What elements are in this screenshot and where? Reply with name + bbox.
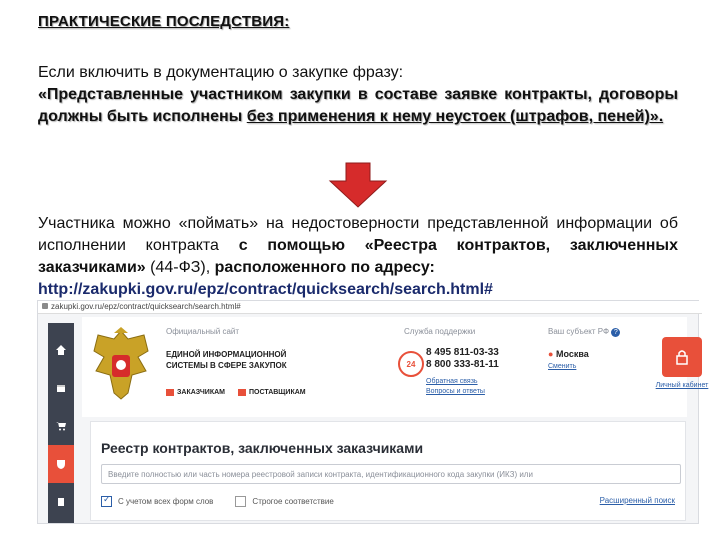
calendar-icon [56, 383, 66, 393]
coat-of-arms-icon [88, 327, 154, 401]
feedback-link[interactable]: Обратная связь [426, 378, 478, 385]
all-word-forms-checkbox[interactable] [101, 496, 112, 507]
sidebar-item-calendar[interactable] [48, 369, 74, 407]
paragraph-2-part1: Участника можно «поймать» на недостоверности представленной информации об исполнении контракта [38, 215, 678, 254]
paragraph-1-intro: Если включить в документацию о закупке фразу: [38, 64, 404, 81]
advanced-search-link[interactable]: Расширенный поиск [599, 496, 675, 505]
region-label [548, 327, 620, 337]
down-arrow-icon [328, 163, 388, 207]
page-heading: ПРАКТИЧЕСКИЕ ПОСЛЕДСТВИЯ: [38, 13, 290, 30]
home-icon [56, 345, 66, 355]
personal-cabinet-link[interactable]: Личный кабинет [655, 382, 709, 389]
support-24h-icon: 24 [398, 351, 424, 377]
support-links [426, 377, 485, 397]
strict-match-checkbox[interactable] [235, 496, 246, 507]
region-value-text: Москва [555, 349, 589, 359]
lock-icon [42, 303, 48, 309]
paragraph-2-address: расположенного по адресу: [214, 259, 435, 276]
paragraph-2 [38, 213, 678, 301]
quote-text [38, 86, 678, 125]
registry-title: Реестр контрактов, заключенных заказчиками [101, 440, 424, 456]
shield-icon [56, 459, 66, 469]
cart-icon [56, 421, 66, 431]
url-text: zakupki.gov.ru/epz/contract/quicksearch/search.html# [51, 302, 241, 311]
suppliers-button[interactable] [238, 389, 306, 396]
help-icon[interactable]: ? [611, 328, 620, 337]
region-label-text: Ваш субъект РФ [548, 327, 610, 336]
embedded-screenshot [37, 300, 709, 524]
registry-search-input[interactable]: Введите полностью или часть номера реестровой записи контракта, идентификационного кода закупки (ИКЗ) или [101, 464, 681, 484]
region-change-link[interactable]: Сменить [548, 363, 577, 370]
document-icon [56, 497, 66, 507]
sidebar-item-home[interactable] [48, 331, 74, 369]
strict-match-label: Строгое соответствие [252, 497, 334, 506]
quote-underlined: без применения к нему неустоек (штрафов, пеней)». [246, 108, 664, 125]
paragraph-1 [38, 62, 678, 128]
eis-title: ЕДИНОЙ ИНФОРМАЦИОННОЙ СИСТЕМЫ В СФЕРЕ ЗАКУПОК [166, 350, 287, 370]
region-value [548, 349, 589, 359]
support-phones [426, 347, 499, 371]
customers-button[interactable] [166, 389, 225, 396]
paragraph-2-registry: с помощью «Реестра контрактов, заключенных заказчиками» [38, 237, 678, 276]
customers-icon [166, 389, 174, 396]
search-options [101, 496, 334, 507]
suppliers-label: ПОСТАВЩИКАМ [249, 389, 306, 396]
phone-1: 8 495 811-03-33 [426, 347, 499, 358]
all-word-forms-label: С учетом всех форм слов [118, 497, 214, 506]
location-pin-icon: ● [548, 349, 554, 359]
support-label: Служба поддержки [404, 327, 476, 336]
sidebar-item-cart[interactable] [48, 407, 74, 445]
registry-panel [90, 421, 686, 521]
paragraph-2-law: (44-ФЗ), [145, 259, 215, 276]
phone-2: 8 800 333-81-11 [426, 359, 499, 370]
url-bar [38, 301, 702, 314]
official-site-label: Официальный сайт [166, 327, 240, 336]
faq-link[interactable]: Вопросы и ответы [426, 388, 485, 395]
personal-cabinet-button[interactable] [662, 337, 702, 377]
customers-label: ЗАКАЗЧИКАМ [177, 389, 225, 396]
site-header [82, 317, 709, 417]
quote-start: «Представленные участником закупки в составе заявке контракты, договоры должны быть исполнены [38, 86, 678, 125]
registry-link[interactable]: http://zakupki.gov.ru/epz/contract/quicksearch/search.html# [38, 281, 493, 298]
sidebar-item-documents[interactable] [48, 483, 74, 521]
sidebar-item-contracts[interactable] [48, 445, 74, 483]
suppliers-icon [238, 389, 246, 396]
lock-icon [674, 349, 690, 365]
sidebar [48, 323, 74, 523]
